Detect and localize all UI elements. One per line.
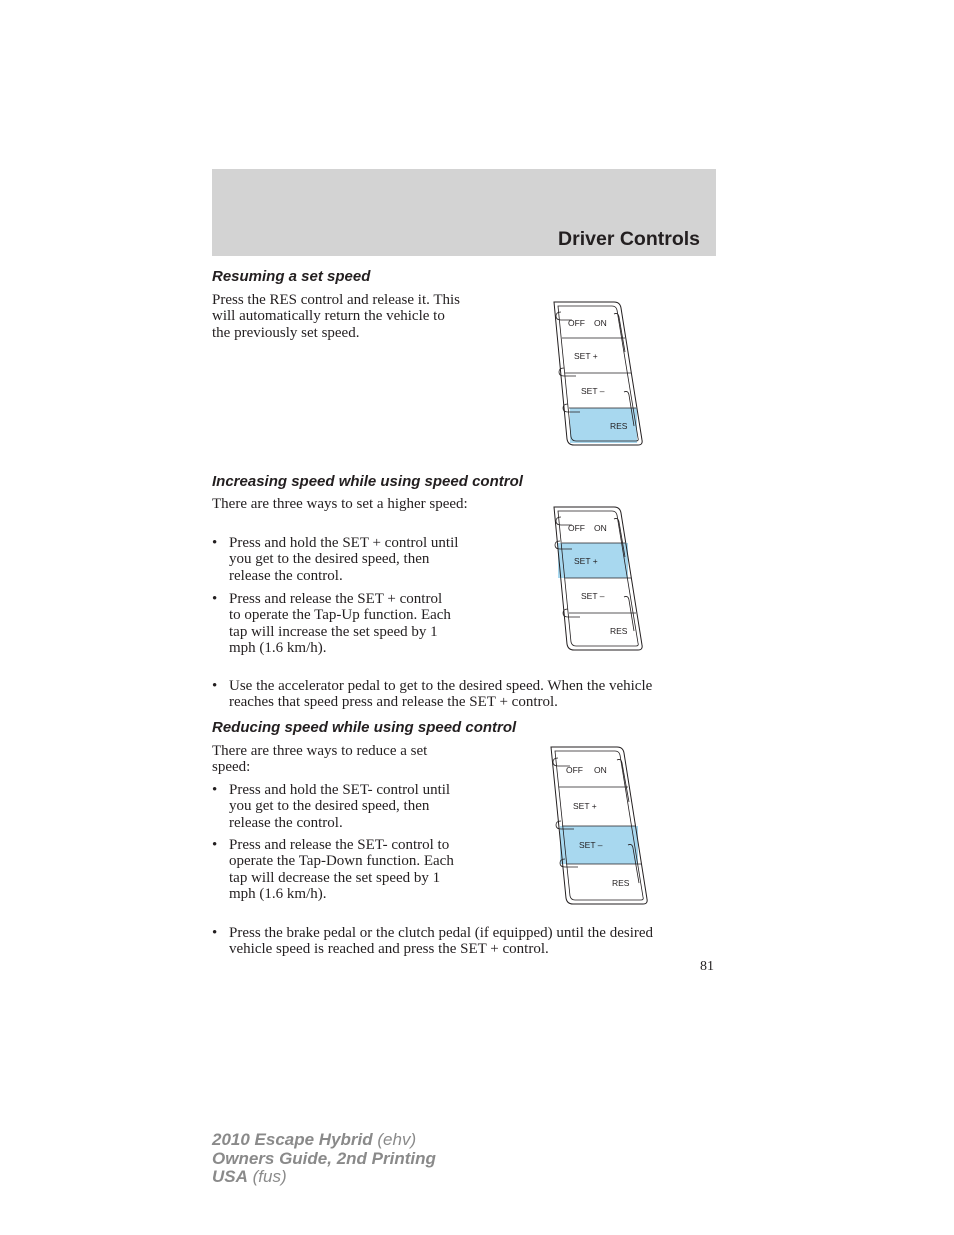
speed-control-diagram-set-plus xyxy=(550,505,646,651)
section-title-increasing: Increasing speed while using speed control xyxy=(212,473,523,490)
bullet-increase-3: • Use the accelerator pedal to get to the desired speed. When the vehicle reaches that speed press and release the SET + control. xyxy=(212,678,653,711)
bullet-reduce-2: • Press and release the SET- control to operate the Tap-Down function. Each tap will decrease the set speed by 1 mph (1.6 km/h). xyxy=(212,837,454,903)
label-on: ON xyxy=(594,765,607,775)
label-set-minus: SET – xyxy=(579,840,603,850)
label-set-plus: SET + xyxy=(574,556,598,566)
bullet-reduce-3: • Press the brake pedal or the clutch pedal (if equipped) until the desired vehicle speed is reached and press the SET + control. xyxy=(212,925,654,958)
header-bar xyxy=(212,169,716,256)
speed-control-diagram-set-minus xyxy=(547,745,651,905)
label-set-plus: SET + xyxy=(573,801,597,811)
label-off: OFF xyxy=(566,765,583,775)
label-res: RES xyxy=(610,626,628,636)
footer-line-3: USA (fus) xyxy=(212,1167,287,1186)
label-set-plus: SET + xyxy=(574,351,598,361)
bullet-reduce-1: • Press and hold the SET- control until you get to the desired speed, then release the control. xyxy=(212,782,451,831)
label-off: OFF xyxy=(568,523,585,533)
section-intro-resuming: Press the RES control and release it. This will automatically return the vehicle to the previously set speed. xyxy=(212,292,461,341)
footer-line-2: Owners Guide, 2nd Printing xyxy=(212,1148,436,1168)
section-title-reducing: Reducing speed while using speed control xyxy=(212,719,517,736)
speed-control-diagram-res xyxy=(550,300,646,446)
label-on: ON xyxy=(594,318,607,328)
label-off: OFF xyxy=(568,318,585,328)
page-title: Driver Controls xyxy=(558,228,700,250)
page-number: 81 xyxy=(700,959,714,974)
label-res: RES xyxy=(612,878,630,888)
section-intro-increasing: There are three ways to set a higher speed: xyxy=(212,496,468,512)
footer xyxy=(212,1131,436,1187)
label-set-minus: SET – xyxy=(581,386,605,396)
bullet-increase-2: • Press and release the SET + control to operate the Tap-Up function. Each tap will increase the set speed by 1 mph (1.6 km/h). xyxy=(212,591,451,657)
label-res: RES xyxy=(610,421,628,431)
label-set-minus: SET – xyxy=(581,591,605,601)
label-on: ON xyxy=(594,523,607,533)
section-title-resuming: Resuming a set speed xyxy=(212,268,371,285)
footer-line-1: 2010 Escape Hybrid (ehv) xyxy=(212,1130,417,1149)
bullet-increase-1: • Press and hold the SET + control until you get to the desired speed, then release the control. xyxy=(212,535,459,584)
section-intro-reducing: There are three ways to reduce a set speed: xyxy=(212,743,428,776)
